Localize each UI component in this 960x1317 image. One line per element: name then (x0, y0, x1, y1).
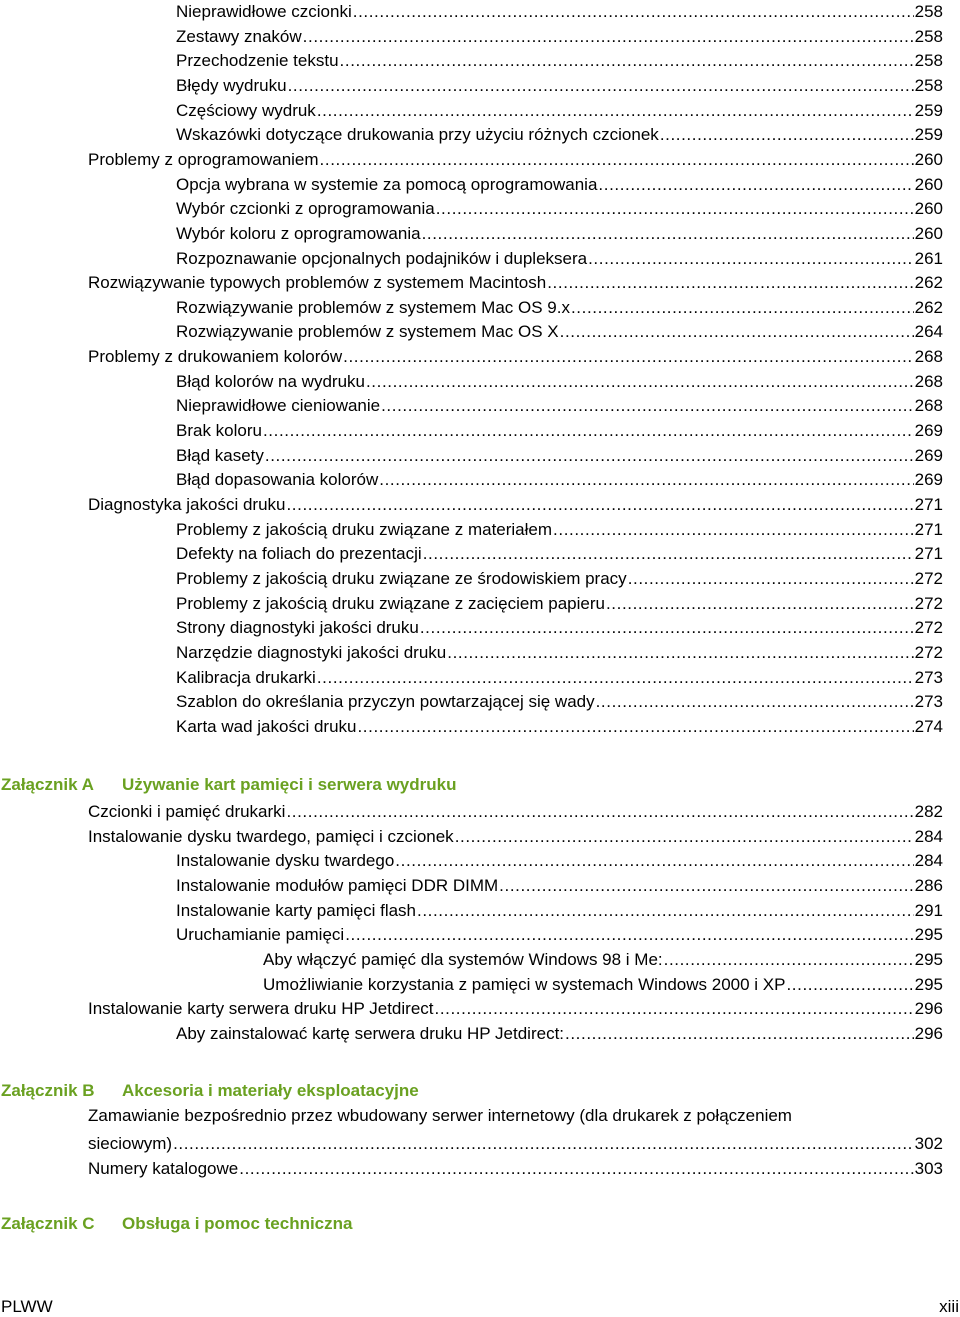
toc-entry-title: Nieprawidłowe czcionki (176, 2, 352, 21)
toc-entry[interactable] (263, 946, 943, 970)
appendix-b-label: Załącznik B (1, 1081, 95, 1100)
toc-entry-page: 262 (914, 273, 943, 293)
toc-entry-title: Problemy z oprogramowaniem (88, 149, 319, 169)
toc-leader-dots (173, 1134, 914, 1154)
toc-entry[interactable] (88, 798, 943, 822)
toc-entry[interactable] (176, 713, 943, 737)
toc-entry[interactable] (176, 171, 943, 195)
toc-leader-dots (588, 249, 914, 269)
toc-entry-page: 303 (914, 1158, 943, 1178)
appendix-c-heading[interactable] (1, 1214, 352, 1234)
toc-entry-title: Instalowanie dysku twardego, pamięci i czcionek (88, 826, 454, 846)
appendix-c-label: Załącznik C (1, 1214, 95, 1233)
toc-entry-page: 268 (914, 371, 943, 391)
appendix-c-title: Obsługa i pomoc techniczna (122, 1214, 353, 1233)
toc-entry[interactable] (176, 847, 943, 871)
toc-leader-dots (553, 520, 914, 540)
toc-leader-dots (288, 76, 914, 96)
toc-entry-page: 259 (914, 100, 943, 120)
toc-entry[interactable] (88, 343, 943, 367)
toc-entry-title: Problemy z jakością druku związane ze środowiskiem pracy (176, 568, 627, 588)
appendix-a-heading[interactable] (1, 775, 456, 795)
toc-leader-dots (423, 544, 914, 564)
toc-leader-dots (265, 446, 914, 466)
toc-entry-page: 260 (914, 223, 943, 243)
toc-entry-title: Defekty na foliach do prezentacji (176, 544, 422, 564)
toc-leader-dots (317, 101, 914, 121)
toc-leader-dots (560, 322, 914, 342)
toc-leader-dots (381, 396, 914, 416)
toc-entry-page: 262 (914, 297, 943, 317)
toc-entry-title: Diagnostyka jakości druku (88, 495, 286, 514)
toc-entry-page: 272 (914, 642, 943, 662)
toc-entry-title: Problemy z jakością druku związane z zacięciem papieru (176, 593, 605, 613)
toc-entry-title: Wskazówki dotyczące drukowania przy użyciu różnych czcionek (176, 125, 659, 145)
toc-entry-page: 273 (914, 692, 943, 712)
toc-entry-page: 295 (914, 974, 943, 994)
toc-entry-title: Błąd dopasowania kolorów (176, 470, 379, 490)
toc-leader-dots (499, 876, 913, 896)
toc-entry-page: 272 (914, 593, 943, 613)
toc-entry-title: Rozwiązywanie problemów z systemem Mac OS X (176, 322, 559, 342)
toc-leader-dots (436, 199, 914, 219)
toc-entry-title: Aby zainstalować kartę serwera druku HP Jetdirect: (176, 1023, 565, 1043)
toc-entry-title: Problemy z jakością druku związane z materiałem (176, 519, 553, 539)
footer-left: PLWW (1, 1297, 53, 1316)
toc-entry[interactable] (88, 146, 943, 170)
toc-entry-page: 269 (914, 445, 943, 465)
toc-entry-page: 271 (914, 544, 943, 564)
footer-page-number: xiii (939, 1297, 959, 1316)
toc-entry-title: Rozpoznawanie opcjonalnych podajników i dupleksera (176, 248, 588, 268)
toc-entry[interactable] (176, 590, 943, 614)
toc-leader-dots (435, 999, 914, 1019)
toc-entry-title: Instalowanie karty pamięci flash (176, 900, 417, 920)
appendix-a-label: Załącznik A (1, 775, 94, 794)
toc-entry-title: Aby włączyć pamięć dla systemów Windows 98 i Me: (263, 949, 663, 969)
toc-entry-page: 271 (914, 519, 943, 539)
toc-entry[interactable] (176, 872, 943, 896)
appendix-b-heading[interactable] (1, 1081, 419, 1101)
toc-entry[interactable] (176, 688, 943, 712)
toc-entry[interactable] (88, 269, 943, 293)
toc-entry-page: 260 (914, 174, 943, 194)
toc-leader-dots (353, 2, 914, 22)
toc-entry-title: Brak koloru (176, 421, 262, 441)
toc-leader-dots (447, 643, 913, 663)
toc-entry-page: 258 (914, 51, 943, 71)
toc-entry-page: 268 (914, 347, 943, 367)
toc-entry[interactable] (176, 466, 943, 490)
toc-entry-page: 282 (914, 802, 943, 821)
toc-entry[interactable] (176, 294, 943, 318)
toc-entry-page: 286 (914, 875, 943, 895)
toc-leader-dots (340, 51, 914, 71)
toc-entry-title: Numery katalogowe (88, 1158, 239, 1178)
toc-entry-page: 269 (914, 421, 943, 441)
toc-entry-title: Czcionki i pamięć drukarki (88, 802, 286, 821)
toc-entry[interactable] (176, 614, 943, 638)
toc-entry-title: Instalowanie karty serwera druku HP Jetdirect (88, 999, 434, 1019)
toc-entry-title: Błąd kolorów na wydruku (176, 371, 365, 391)
toc-entry[interactable] (88, 995, 943, 1019)
toc-leader-dots (571, 298, 914, 318)
toc-entry[interactable] (88, 1130, 943, 1154)
toc-entry[interactable] (176, 368, 943, 392)
toc-entry-wrapped-first-line[interactable]: Zamawianie bezpośrednio przez wbudowany serwer internetowy (dla drukarek z połączeniem (88, 1106, 792, 1125)
toc-leader-dots (422, 224, 914, 244)
toc-entry-page: 302 (914, 1134, 943, 1153)
toc-entry[interactable] (176, 318, 943, 342)
toc-entry-page: 295 (914, 949, 943, 969)
toc-entry-page: 274 (914, 716, 943, 736)
toc-entry[interactable] (176, 195, 943, 219)
toc-leader-dots (606, 594, 914, 614)
toc-entry-title: Narzędzie diagnostyki jakości druku (176, 642, 447, 662)
toc-entry[interactable] (176, 565, 943, 589)
toc-entry-title: Problemy z drukowaniem kolorów (88, 347, 343, 367)
toc-leader-dots (366, 372, 914, 392)
toc-entry-page: 260 (914, 149, 943, 169)
toc-entry[interactable] (176, 540, 943, 564)
toc-entry[interactable] (176, 245, 943, 269)
appendix-b-title: Akcesoria i materiały eksploatacyjne (122, 1081, 419, 1100)
toc-entry[interactable] (176, 72, 943, 96)
toc-leader-dots (395, 851, 913, 871)
toc-entry-title: Zestawy znaków (176, 26, 302, 46)
toc-entry[interactable] (176, 639, 943, 663)
toc-entry-title: Umożliwianie korzystania z pamięci w systemach Windows 2000 i XP (263, 974, 786, 994)
toc-entry-title: Rozwiązywanie problemów z systemem Mac OS 9.x (176, 297, 570, 317)
toc-leader-dots (286, 495, 913, 515)
toc-entry-title: Przechodzenie tekstu (176, 51, 339, 71)
toc-entry-page: 261 (914, 248, 943, 268)
toc-entry-page: 272 (914, 618, 943, 638)
toc-entry-page: 295 (914, 925, 943, 945)
toc-entry[interactable] (176, 121, 943, 145)
toc-entry-page: 258 (914, 26, 943, 46)
toc-entry[interactable] (176, 47, 943, 71)
toc-entry[interactable] (176, 921, 943, 945)
toc-entry[interactable] (176, 23, 943, 47)
toc-leader-dots (596, 692, 914, 712)
toc-leader-dots (379, 470, 913, 490)
toc-leader-dots (320, 150, 914, 170)
toc-leader-dots (239, 1159, 913, 1179)
toc-entry-title: Nieprawidłowe cieniowanie (176, 396, 381, 416)
toc-entry-title: Opcja wybrana w systemie za pomocą oprogramowania (176, 174, 598, 194)
toc-entry[interactable] (176, 664, 943, 688)
toc-entry-title: Instalowanie modułów pamięci DDR DIMM (176, 875, 499, 895)
toc-leader-dots (343, 347, 913, 367)
toc-entry-page: 291 (914, 900, 943, 920)
toc-entry-title: Szablon do określania przyczyn powtarzającej się wady (176, 692, 595, 712)
toc-leader-dots (317, 668, 914, 688)
toc-entry[interactable] (88, 1155, 943, 1179)
toc-entry-page: 272 (914, 568, 943, 588)
toc-entry[interactable] (176, 220, 943, 244)
toc-entry-page: 259 (914, 125, 943, 145)
toc-entry-title: Strony diagnostyki jakości druku (176, 618, 419, 638)
toc-entry[interactable] (263, 971, 943, 995)
toc-entry-title: Instalowanie dysku twardego (176, 851, 395, 871)
toc-leader-dots (263, 421, 914, 441)
toc-entry-title: Rozwiązywanie typowych problemów z systemem Macintosh (88, 273, 547, 293)
toc-entry-page: 273 (914, 667, 943, 687)
toc-entry[interactable] (176, 97, 943, 121)
toc-leader-dots (303, 27, 914, 47)
toc-leader-dots (664, 950, 914, 970)
toc-leader-dots (357, 717, 913, 737)
toc-leader-dots (628, 569, 914, 589)
toc-leader-dots (786, 975, 913, 995)
toc-leader-dots (660, 125, 914, 145)
toc-leader-dots (455, 827, 914, 847)
toc-entry-page: 264 (914, 322, 943, 342)
toc-entry-page: 284 (914, 826, 943, 846)
toc-entry-title: Błędy wydruku (176, 75, 287, 95)
toc-entry[interactable] (176, 516, 943, 540)
toc-entry-title: Wybór czcionki z oprogramowania (176, 199, 435, 219)
appendix-a-title: Używanie kart pamięci i serwera wydruku (122, 775, 457, 794)
toc-entry-page: 260 (914, 199, 943, 219)
toc-entry[interactable] (176, 417, 943, 441)
toc-entry[interactable] (88, 491, 943, 515)
toc-entry-page: 268 (914, 396, 943, 416)
toc-entry[interactable] (176, 0, 943, 22)
toc-entry-title: Błąd kasety (176, 445, 264, 465)
toc-entry-page: 258 (914, 2, 943, 21)
toc-entry-title: Kalibracja drukarki (176, 667, 316, 687)
toc-leader-dots (547, 273, 913, 293)
toc-leader-dots (286, 802, 913, 822)
toc-entry-title: Wybór koloru z oprogramowania (176, 223, 421, 243)
toc-leader-dots (345, 925, 913, 945)
toc-entry-page: 271 (914, 495, 943, 514)
toc-entry-title: Częściowy wydruk (176, 100, 316, 120)
toc-entry[interactable] (176, 392, 943, 416)
toc-entry[interactable] (88, 823, 943, 847)
toc-leader-dots (417, 901, 914, 921)
toc-entry-page: 284 (914, 851, 943, 871)
toc-entry[interactable] (176, 897, 943, 921)
toc-leader-dots (420, 618, 914, 638)
toc-entry-title: sieciowym) (88, 1134, 173, 1153)
toc-leader-dots (598, 175, 913, 195)
toc-entry-title: Karta wad jakości druku (176, 716, 357, 736)
toc-entry-page: 269 (914, 470, 943, 490)
toc-entry[interactable] (176, 442, 943, 466)
toc-entry-page: 296 (914, 1023, 943, 1043)
toc-entry-title: Uruchamianie pamięci (176, 925, 345, 945)
toc-entry-page: 258 (914, 75, 943, 95)
toc-leader-dots (565, 1024, 914, 1044)
toc-entry[interactable] (176, 1020, 943, 1044)
toc-entry-page: 296 (914, 999, 943, 1019)
